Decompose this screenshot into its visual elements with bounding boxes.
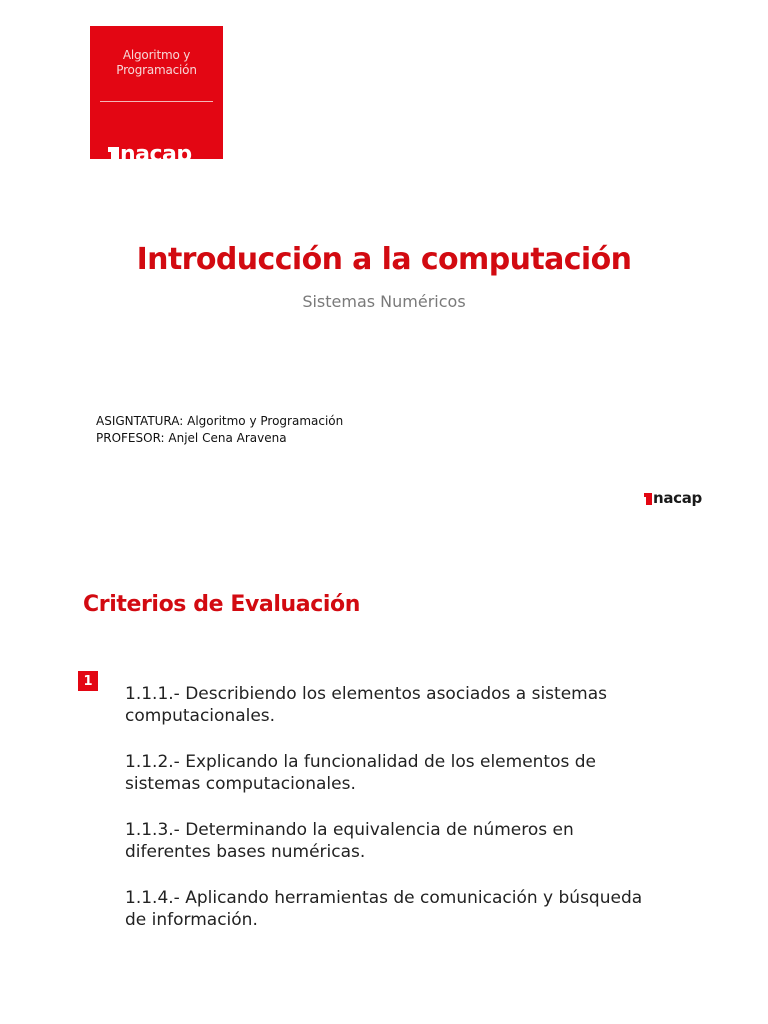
criteria-slide	[0, 540, 768, 1024]
course-line-1: Algoritmo y	[122, 48, 191, 62]
footer-logo-text: nacap	[652, 489, 702, 507]
course-name	[90, 48, 223, 78]
criteria-item: 1.1.3.- Determinando la equivalencia de números en diferentes bases numéricas.	[125, 820, 574, 862]
slide-title: Introducción a la computación	[136, 242, 632, 277]
course-meta	[96, 413, 343, 447]
criteria-item: 1.1.2.- Explicando la funcionalidad de los elementos de sistemas computacionales.	[125, 752, 597, 794]
brand-block	[90, 26, 223, 167]
footer-inacap-logo	[646, 491, 702, 506]
criteria-item: 1.1.4.- Aplicando herramientas de comunicación y búsqueda de información.	[125, 888, 643, 930]
slide-subtitle: Sistemas Numéricos	[302, 292, 466, 311]
inacap-logo-mark-icon	[646, 493, 652, 505]
inacap-logo	[111, 144, 192, 166]
criteria-list	[125, 683, 645, 955]
section-number-badge: 1	[78, 671, 98, 691]
professor-line: PROFESOR: Anjel Cena Aravena	[96, 431, 287, 445]
inacap-logo-mark-icon	[111, 147, 119, 164]
logo-text: nacap	[120, 142, 192, 167]
criteria-title: Criterios de Evaluación	[83, 592, 360, 617]
subject-line: ASIGNTATURA: Algoritmo y Programación	[96, 414, 344, 428]
criteria-item: 1.1.1.- Describiendo los elementos asociados a sistemas computacionales.	[125, 684, 607, 726]
divider	[100, 101, 213, 102]
course-line-2: Programación	[116, 63, 197, 77]
